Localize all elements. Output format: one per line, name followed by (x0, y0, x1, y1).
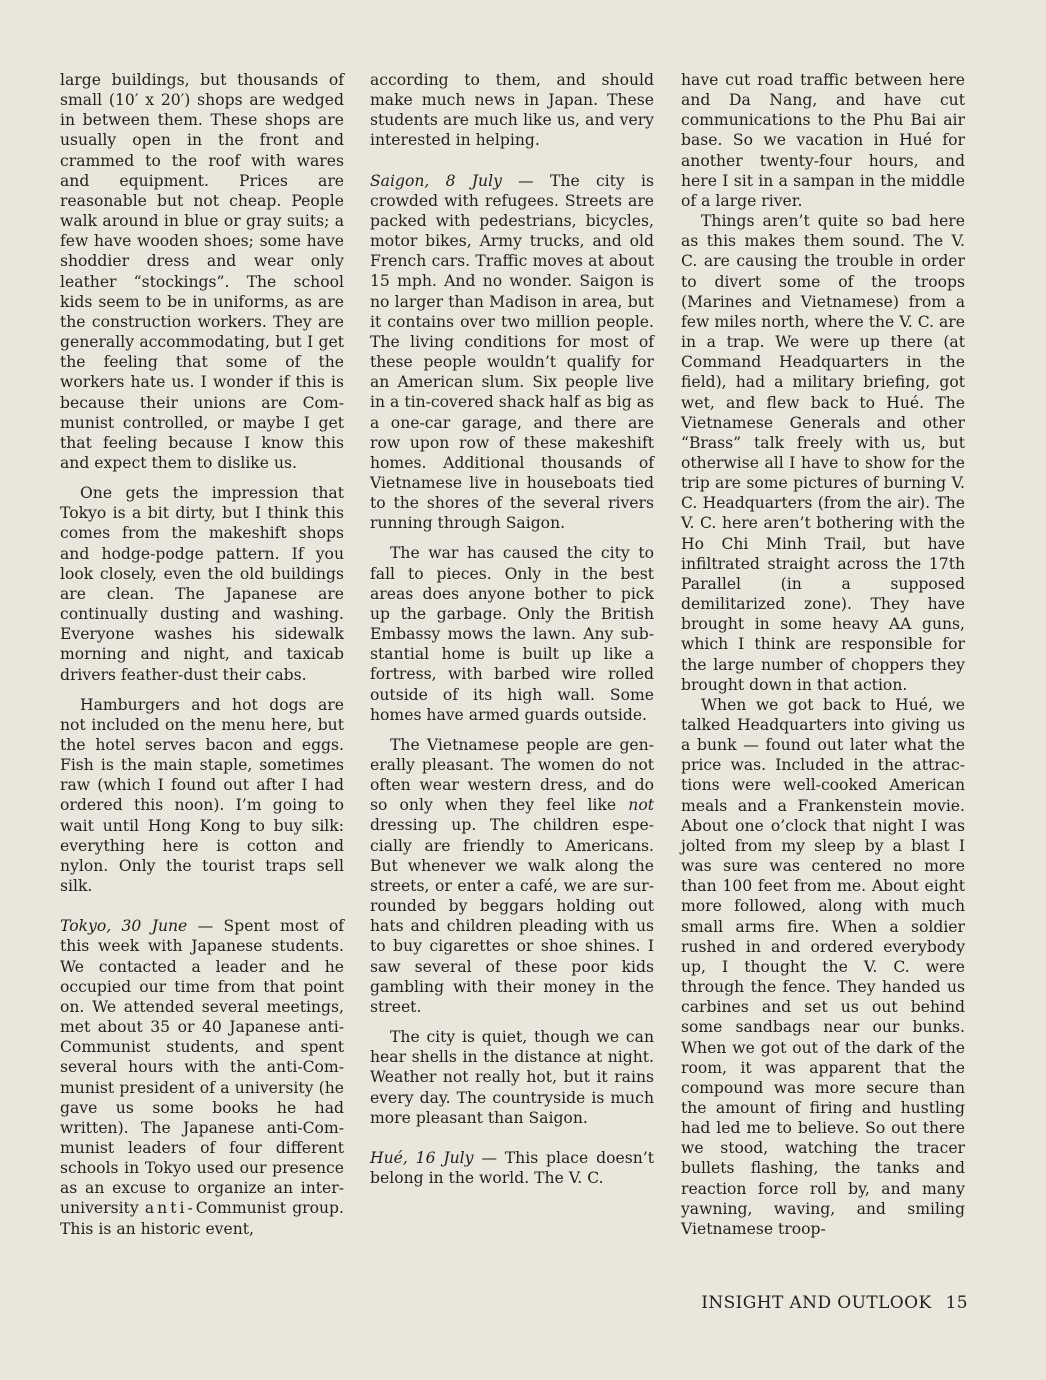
paragraph (370, 735, 654, 1017)
paragraph: according to them, and should make much news in Japan. These students are much like us, and very interested in helping. (370, 71, 654, 150)
paragraph-text: The Vietnamese people are generally pleasant. The women do not often wear western dress, and do so only when they feel like (370, 735, 654, 815)
paragraph: When we got back to Hué, we talked Headquarters into giving us a bunk — found out later what the price was. Included in the attractions were well-cooked American meals and a Frankenstein movie. About one o’clock that night I was jolted from my sleep by a blast I was sure was centered no more than 100 feet from me. About eight more followed, along with much small arms fire. When a soldier rushed in and ordered everybody up, I thought the V. C. were through the fence. They handed us carbines and set us out behind some sandbags near our bunks. When we got out of the dark of the room, it was apparent that the compound was more secure than the amount of firing and hustling had led me to believe. So out there we stood, watching the tracer bullets flashing, the tanks and reaction force roll by, and many yawning, waving, and smiling Vietnamese troop- (681, 695, 965, 1238)
dated-entry-hue (370, 1148, 654, 1188)
text-column-2 (370, 70, 654, 1188)
page-footer (701, 1293, 968, 1313)
paragraph: large buildings, but thousands of small (10′ x 20′) shops are wedged in between them. These shops are usually open in the front and crammed to the roof with wares and equipment. Prices are reasonable but not cheap. People walk around in blue or gray suits; a few have wooden shoes; some have shoddier dress and wear only leather “stockings”. The school kids seem to be in uniforms, as are the construction workers. They are generally accommodating, but I get the feeling that some of the workers hate us. I wonder if this is because their unions are Communist controlled, or maybe I get that feeling because I know this and expect them to dislike us. (60, 71, 344, 472)
entry-text: — The city is crowded with refugees. Streets are packed with pedestrians, bicycles, motor bikes, Army trucks, and old French cars. Traffic moves at about 15 mph. And no wonder. Saigon is no larger than Madison in area, but it contains over two million people. The living conditions for most of these people wouldn’t qualify for an American slum. Six people live in a tin-covered shack half as big as a one-car garage, and there are row upon row of these makeshift homes. Additional thousands of Vietnamese live in houseboats tied to the shores of the several rivers running through Saigon. (370, 171, 654, 533)
entry-text-spaced: anti- (144, 1199, 196, 1218)
paragraph-text: dressing up. The children especially are friendly to Americans. But whenever we walk along the streets, or enter a café, we are surrounded by beggars holding out hats and children pleading with us to buy cigarettes or shoe shines. I saw several of these poor kids gambling with their money in the street. (370, 816, 654, 1016)
entry-text: — Spent most of this week with Japanese students. We contacted a leader and he occupied our time from that point on. We attended several meetings, met about 35 or 40 Japanese anti-Communist students, and spent several hours with the anti-Communist president of a university (he gave us some books he had written). The Japanese anti-Communist leaders of four different schools in Tokyo used our presence as an excuse to organize an inter-university (60, 917, 344, 1218)
text-column-3 (681, 70, 965, 1239)
publication-name: INSIGHT AND OUTLOOK (701, 1293, 932, 1313)
dated-entry-tokyo (60, 916, 344, 1239)
emphasis: not (628, 796, 654, 815)
paragraph: Hamburgers and hot dogs are not included on the menu here, but the hotel serves bacon and eggs. Fish is the main staple, sometimes raw (which I found out after I had ordered this noon). I’m going to wait until Hong Kong to buy silk: everything here is cotton and nylon. Only the tourist traps sell silk. (60, 695, 344, 896)
page-number: 15 (945, 1293, 968, 1313)
paragraph: have cut road traffic between here and Da Nang, and have cut communications to the Phu Bai air base. So we vacation in Hué for another twenty-four hours, and here I sit in a sampan in the middle of a large river. (681, 71, 965, 210)
dateline: Tokyo, 30 June (60, 917, 188, 936)
entry-text: — This place doesn’t belong in the world. The V. C. (370, 1148, 654, 1187)
entry-text: Communist group. This is an historic event, (60, 1199, 344, 1238)
dateline: Saigon, 8 July (370, 171, 502, 190)
paragraph: Things aren’t quite so bad here as this makes them sound. The V. C. are causing the trouble in order to divert some of the troops (Marines and Vietnamese) from a few miles north, where the V. C. are in a trap. We were up there (at Command Headquarters in the field), had a military briefing, got wet, and flew back to Hué. The Vietnamese Generals and other “Brass” talk freely with us, but otherwise all I have to show for the trip are some pictures of burning V. C. Headquarters (from the air). The V. C. here aren’t bothering with the Ho Chi Minh Trail, but have infiltrated straight across the 17th Parallel (in a supposed demilitarized zone). They have brought in some heavy AA guns, which I think are responsible for the large number of choppers they brought down in that action. (681, 212, 965, 694)
dated-entry-saigon (370, 171, 654, 534)
paragraph: The war has caused the city to fall to pieces. Only in the best areas does anyone bother to pick up the garbage. Only the British Embassy mows the lawn. Any substantial home is built up like a fortress, with barbed wire rolled outside of its high wall. Some homes have armed guards outside. (370, 544, 654, 724)
dateline: Hué, 16 July (370, 1148, 474, 1167)
paragraph: One gets the impression that Tokyo is a bit dirty, but I think this comes from the makeshift shops and hodge-podge pattern. If you look closely, even the old buildings are clean. The Japanese are continually dusting and washing. Everyone washes his sidewalk morning and night, and taxicab drivers feather-dust their cabs. (60, 484, 344, 684)
paragraph: The city is quiet, though we can hear shells in the distance at night. Weather not really hot, but it rains every day. The countryside is much more pleasant than Saigon. (370, 1028, 654, 1127)
text-column-1 (60, 70, 344, 1239)
